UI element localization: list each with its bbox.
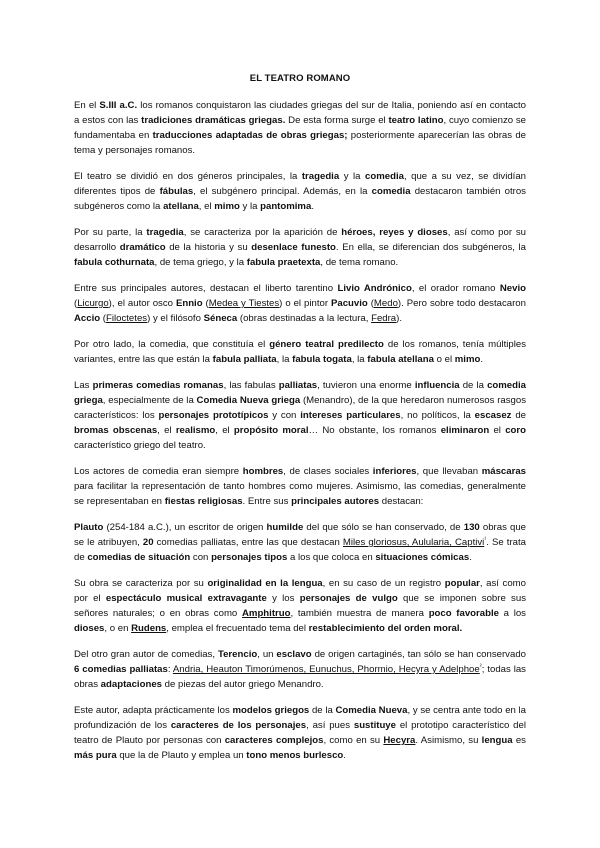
work-title: Fedra xyxy=(371,313,397,324)
emphasis-text: intereses particulares xyxy=(300,410,401,421)
emphasis-text: Comedia Nueva xyxy=(335,705,408,716)
emphasis-text: héroes, reyes y dioses xyxy=(341,227,448,238)
paragraph xyxy=(74,337,526,367)
text-run: ) o el pintor xyxy=(279,298,331,309)
text-run: . xyxy=(469,552,472,563)
emphasis-text: fabula togata xyxy=(292,354,352,365)
text-run: , de tema griego, y la xyxy=(154,257,247,268)
text-run: de la xyxy=(459,380,488,391)
text-run: , así como por su desarrollo xyxy=(74,227,526,253)
emphasis-text: Plauto xyxy=(74,522,104,533)
text-run: el xyxy=(489,425,506,436)
paragraph xyxy=(74,98,526,158)
emphasis-text: primeras comedias romanas xyxy=(92,380,224,391)
work-title: Medea y Tiestes xyxy=(208,298,280,309)
emphasis-text: más pura xyxy=(74,750,117,761)
emphasis-text: hombres xyxy=(242,466,284,477)
emphasis-text: Livio Andrónico xyxy=(337,283,412,294)
emphasis-text: caracteres complejos xyxy=(224,735,324,746)
emphasis-text: atellana xyxy=(163,201,199,212)
emphasis-text: personajes tipos xyxy=(211,552,288,563)
text-run: ¹ xyxy=(484,536,487,543)
emphasis-text: lengua xyxy=(481,735,513,746)
text-run: , y se centra ante todo en la profundización de los xyxy=(74,705,527,731)
emphasis-text: pantomima xyxy=(260,201,312,212)
text-run: Por su parte, la xyxy=(74,227,147,238)
text-run: . Se trata de xyxy=(74,537,526,563)
text-run: característico griego del teatro. xyxy=(74,440,206,451)
emphasis-text: comedias de situación xyxy=(87,552,191,563)
text-run: , cuyo comienzo se fundamentaba en xyxy=(74,115,526,141)
work-title: Medo xyxy=(373,298,398,309)
text-run: , la xyxy=(351,354,368,365)
text-run: , de tema romano. xyxy=(320,257,399,268)
emphasis-text: situaciones cómicas xyxy=(375,552,470,563)
paragraph xyxy=(74,225,526,270)
text-run: ( xyxy=(74,298,78,309)
text-run: , el xyxy=(215,425,234,436)
text-run: de la xyxy=(309,705,336,716)
text-run: con xyxy=(190,552,212,563)
text-run: a los que coloca en xyxy=(287,552,376,563)
text-run: , se caracteriza por la aparición de xyxy=(183,227,342,238)
text-run: … No obstante, los romanos xyxy=(308,425,441,436)
emphasis-text: personajes prototípicos xyxy=(158,410,269,421)
text-run: Su obra se caracteriza por su xyxy=(74,578,208,589)
text-run: Por otro lado, la comedia, que constituía el xyxy=(74,339,270,350)
work-title: Amphitruo xyxy=(241,608,291,619)
text-run: Los actores de comedia eran siempre xyxy=(74,466,243,477)
text-run: , la xyxy=(276,354,293,365)
text-run: ) y el filósofo xyxy=(147,313,204,324)
text-run: que se imponen sobre sus señores naturales; o en obras como xyxy=(74,593,526,619)
emphasis-text: modelos griegos xyxy=(232,705,310,716)
text-run: del que sólo se han conservado, de xyxy=(303,522,464,533)
emphasis-text: realismo xyxy=(175,425,216,436)
emphasis-text: originalidad en la lengua xyxy=(207,578,323,589)
text-run: y con xyxy=(268,410,301,421)
emphasis-text: tragedia xyxy=(146,227,184,238)
text-run: , en su caso de un registro xyxy=(322,578,445,589)
text-run: Del otro gran autor de comedias, xyxy=(74,649,218,660)
emphasis-text: inferiores xyxy=(372,466,417,477)
emphasis-text: dioses xyxy=(74,623,105,634)
emphasis-text: Ennio xyxy=(175,298,203,309)
emphasis-text: Nevio xyxy=(499,283,526,294)
paragraph xyxy=(74,378,526,453)
text-run: . En ella, se diferencian dos subgéneros, la xyxy=(335,242,526,253)
text-run: , así pues xyxy=(306,720,354,731)
text-run: Entre sus principales autores, destacan el liberto tarentino xyxy=(74,283,338,294)
text-run: y la xyxy=(239,201,261,212)
text-run: es xyxy=(512,735,526,746)
text-run: que la de Plauto y emplea un xyxy=(116,750,247,761)
text-run: ( xyxy=(367,298,374,309)
text-run: De esta forma surge el xyxy=(285,115,389,126)
text-run: destacan: xyxy=(379,496,424,507)
text-run: Las xyxy=(74,380,93,391)
emphasis-text: traducciones adaptadas de obras griegas; xyxy=(152,130,348,141)
emphasis-text: dramático xyxy=(119,242,166,253)
paragraph xyxy=(74,464,526,509)
emphasis-text: Terencio xyxy=(217,649,258,660)
text-run: destacaron también otros subgéneros como la xyxy=(74,186,526,212)
text-run: de xyxy=(511,410,527,421)
text-run: , o en xyxy=(104,623,132,634)
emphasis-text: mimo xyxy=(214,201,240,212)
emphasis-text: máscaras xyxy=(481,466,526,477)
text-run: En el xyxy=(74,100,100,111)
emphasis-text: fabula cothurnata xyxy=(74,257,155,268)
emphasis-text: fabula praetexta xyxy=(246,257,321,268)
emphasis-text: caracteres de los personajes xyxy=(170,720,307,731)
emphasis-text: comedia xyxy=(371,186,411,197)
emphasis-text: comedia griega xyxy=(74,380,526,406)
text-run: (Menandro), de la que heredaron numerosos rasgos característicos: los xyxy=(74,395,526,421)
paragraph xyxy=(74,520,526,565)
emphasis-text: escasez xyxy=(474,410,512,421)
text-run: de los romanos, tenía múltiples variantes, entre las que están la xyxy=(74,339,526,365)
text-run: de la historia y su xyxy=(165,242,252,253)
text-run: a los xyxy=(498,608,526,619)
text-run: , el xyxy=(198,201,215,212)
emphasis-text: tono menos burlesco xyxy=(246,750,344,761)
text-run: de piezas del autor griego Menandro. xyxy=(162,679,324,690)
emphasis-text: fiestas religiosas xyxy=(164,496,243,507)
text-run: de origen cartaginés, tan sólo se han conservado xyxy=(311,649,526,660)
paragraph xyxy=(74,169,526,214)
emphasis-text: desenlace funesto xyxy=(251,242,336,253)
emphasis-text: 6 comedias palliatas xyxy=(74,664,168,675)
text-run: ). xyxy=(396,313,403,324)
emphasis-text: poco favorable xyxy=(428,608,499,619)
emphasis-text: teatro latino xyxy=(388,115,444,126)
text-run: ² xyxy=(479,663,482,670)
emphasis-text: mimo xyxy=(454,354,481,365)
text-run: , no políticos, la xyxy=(400,410,475,421)
text-run: . Entre sus xyxy=(242,496,292,507)
emphasis-text: 130 xyxy=(463,522,480,533)
document-body xyxy=(74,98,526,774)
work-title: Rudens xyxy=(131,623,167,634)
text-run: , de clases sociales xyxy=(283,466,373,477)
emphasis-text: sustituye xyxy=(353,720,396,731)
emphasis-text: Séneca xyxy=(203,313,238,324)
emphasis-text: género teatral predilecto xyxy=(269,339,384,350)
work-title: Licurgo xyxy=(77,298,109,309)
text-run: , el orador romano xyxy=(411,283,500,294)
emphasis-text: personajes de vulgo xyxy=(299,593,398,604)
emphasis-text: bromas obscenas xyxy=(74,425,158,436)
text-run: obras que se le atribuyen, xyxy=(74,522,526,548)
text-run: ( xyxy=(202,298,209,309)
emphasis-text: comedia xyxy=(365,171,404,182)
emphasis-text: tragedia xyxy=(301,171,340,182)
text-run: y los xyxy=(266,593,300,604)
text-run: Este autor, adapta prácticamente los xyxy=(74,705,233,716)
emphasis-text: restablecimiento del orden moral. xyxy=(308,623,463,634)
text-run: , el xyxy=(157,425,176,436)
text-run: posteriormente aparecerían las obras de tema y personajes romanos. xyxy=(74,130,526,156)
emphasis-text: Accio xyxy=(74,313,101,324)
emphasis-text: esclavo xyxy=(276,649,312,660)
text-run: , tuvieron una enorme xyxy=(317,380,415,391)
text-run: (254-184 a.C.), un escritor de origen xyxy=(103,522,267,533)
text-run: , emplea el frecuentado tema del xyxy=(166,623,309,634)
text-run: o el xyxy=(433,354,455,365)
text-run: . xyxy=(311,201,314,212)
text-run: El teatro se dividió en dos géneros principales, la xyxy=(74,171,302,182)
text-run: , también muestra de manera xyxy=(290,608,429,619)
text-run: los romanos conquistaron las ciudades griegas del sur de Italia, poniendo así en contacto a estos con las xyxy=(74,100,526,126)
text-run: el prototipo característico del teatro de Plauto por personas con xyxy=(74,720,526,746)
text-run: ), el autor osco xyxy=(108,298,176,309)
text-run: ( xyxy=(100,313,107,324)
emphasis-text: popular xyxy=(444,578,480,589)
paragraph xyxy=(74,576,526,636)
emphasis-text: propósito moral xyxy=(233,425,309,436)
work-title: Andria, Heauton Timorúmenos, Eunuchus, Phormio, Hecyra y Adelphoe xyxy=(172,664,480,675)
text-run: ). Pero sobre todo destacaron xyxy=(397,298,526,309)
emphasis-text: fábulas xyxy=(159,186,194,197)
text-run: , especialmente de la xyxy=(102,395,197,406)
text-run: comedias palliatas, entre las que destacan xyxy=(153,537,343,548)
emphasis-text: humilde xyxy=(266,522,304,533)
emphasis-text: fabula atellana xyxy=(367,354,434,365)
work-title: Filoctetes xyxy=(106,313,148,324)
text-run: . Asimismo, su xyxy=(415,735,482,746)
emphasis-text: principales autores xyxy=(291,496,380,507)
emphasis-text: palliatas xyxy=(278,380,318,391)
text-run: , las fabulas xyxy=(223,380,279,391)
text-run: , un xyxy=(257,649,277,660)
paragraph xyxy=(74,647,526,692)
text-run: para facilitar la representación de tanto hombres como mujeres. Asimismo, las comedias, generalmente se representaban en xyxy=(74,481,526,507)
emphasis-text: tradiciones dramáticas griegas. xyxy=(141,115,286,126)
text-run: (obras destinadas a la lectura, xyxy=(237,313,372,324)
emphasis-text: eliminaron xyxy=(440,425,490,436)
emphasis-text: Comedia Nueva griega xyxy=(196,395,301,406)
emphasis-text: 20 xyxy=(142,537,154,548)
emphasis-text: influencia xyxy=(414,380,460,391)
emphasis-text: fabula palliata xyxy=(212,354,277,365)
text-run: . xyxy=(343,750,346,761)
text-run: , así como por el xyxy=(74,578,526,604)
text-run: ; todas las obras xyxy=(74,664,526,690)
emphasis-text: adaptaciones xyxy=(100,679,162,690)
text-run: : xyxy=(167,664,173,675)
emphasis-text: espectáculo musical extravagante xyxy=(105,593,267,604)
text-run: , que llevaban xyxy=(416,466,482,477)
work-title: Hecyra xyxy=(383,735,416,746)
text-run: . xyxy=(480,354,484,365)
paragraph xyxy=(74,703,526,763)
emphasis-text: S.III a.C. xyxy=(99,100,138,111)
work-title: Miles gloriosus, Aulularia, Captivi xyxy=(342,537,485,548)
emphasis-text: Pacuvio xyxy=(330,298,368,309)
text-run: , como en su xyxy=(323,735,384,746)
text-run: , que a su vez, se dividían diferentes tipos de xyxy=(74,171,526,197)
text-run: y la xyxy=(339,171,366,182)
page-title: EL TEATRO ROMANO xyxy=(249,73,351,84)
text-run: , el subgénero principal. Además, en la xyxy=(193,186,372,197)
emphasis-text: coro xyxy=(505,425,526,436)
paragraph xyxy=(74,281,526,326)
